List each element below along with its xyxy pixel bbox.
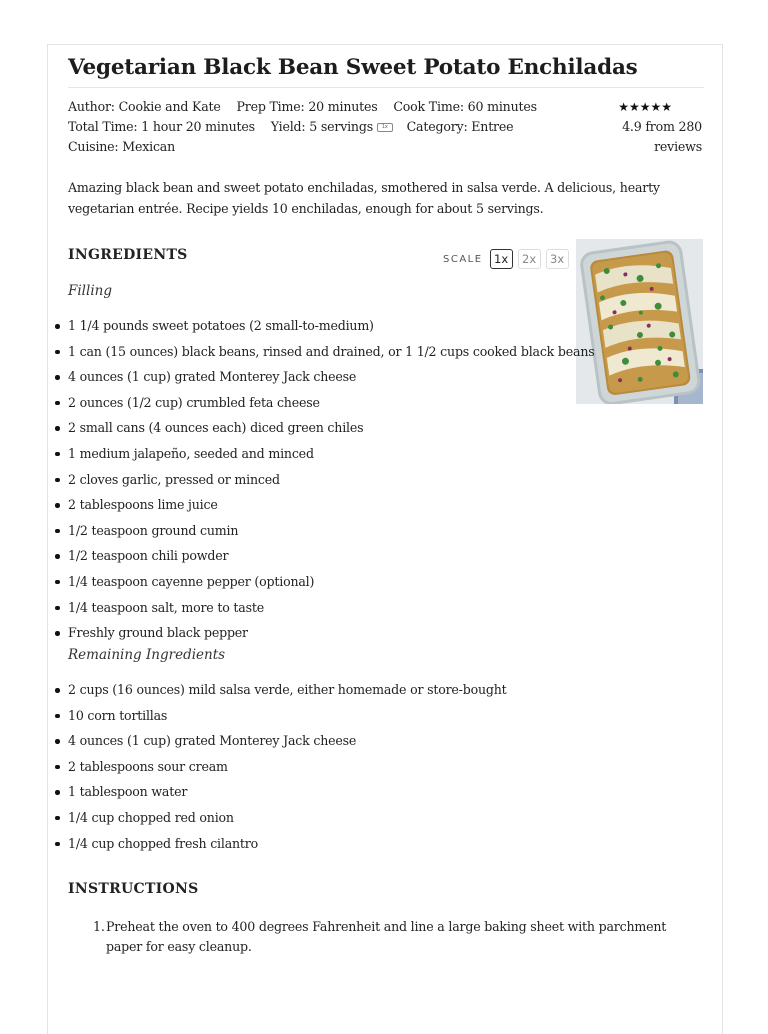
ingredient-item: 1 can (15 ounces) black beans, rinsed and drained, or 1 1/2 cups cooked black beans — [68, 343, 595, 369]
ingredient-group-title: Filling — [68, 283, 112, 299]
scale-control — [443, 249, 574, 269]
enchiladas-dish-image — [576, 239, 703, 404]
meta-total-time: Total Time: 1 hour 20 minutes — [68, 119, 255, 134]
ingredient-item: 1/4 cup chopped fresh cilantro — [68, 835, 507, 861]
ingredient-item: 1 medium jalapeño, seeded and minced — [68, 445, 595, 471]
ingredient-item: 2 tablespoons lime juice — [68, 496, 595, 522]
ingredient-item: 1/2 teaspoon ground cumin — [68, 522, 595, 548]
recipe-photo — [576, 239, 703, 404]
meta-yield: Yield: 5 servings — [270, 119, 373, 134]
recipe-summary: Amazing black bean and sweet potato enchiladas, smothered in salsa verde. A delicious, hearty vegetarian entrée. Recipe yields 10 enchiladas, enough for about 5 servings. — [68, 180, 660, 216]
ingredient-item: 1/4 cup chopped red onion — [68, 809, 507, 835]
ingredient-item: 1/4 teaspoon salt, more to taste — [68, 599, 595, 625]
meta-cook-time: Cook Time: 60 minutes — [393, 99, 537, 114]
ingredient-item: 2 cups (16 ounces) mild salsa verde, either homemade or store-bought — [68, 681, 507, 707]
ingredient-item: 1/4 teaspoon cayenne pepper (optional) — [68, 573, 595, 599]
ingredient-item: 4 ounces (1 cup) grated Monterey Jack cheese — [68, 368, 595, 394]
ingredient-item: 2 ounces (1/2 cup) crumbled feta cheese — [68, 394, 595, 420]
meta-author: Author: Cookie and Kate — [68, 99, 221, 114]
ingredient-item: 4 ounces (1 cup) grated Monterey Jack cheese — [68, 732, 507, 758]
instruction-list — [93, 917, 706, 957]
meta-cuisine: Cuisine: Mexican — [68, 139, 176, 154]
step-number: 1. — [93, 919, 105, 934]
ingredient-group-title: Remaining Ingredients — [68, 647, 226, 663]
ingredient-item: 2 tablespoons sour cream — [68, 758, 507, 784]
ingredient-item: 2 cloves garlic, pressed or minced — [68, 471, 595, 497]
recipe-title: Vegetarian Black Bean Sweet Potato Enchiladas — [68, 55, 704, 88]
recipe-card — [47, 44, 723, 1034]
ingredient-item: 10 corn tortillas — [68, 707, 507, 733]
ingredient-item: 2 small cans (4 ounces each) diced green chiles — [68, 419, 595, 445]
rating-text[interactable]: 4.9 from 280 reviews — [622, 119, 702, 154]
ingredient-list-remaining — [68, 681, 507, 860]
scale-label: SCALE — [443, 253, 483, 265]
instruction-step — [93, 917, 706, 957]
rating-stars[interactable]: ★★★★★ — [618, 100, 672, 114]
ingredient-item: 1/2 teaspoon chili powder — [68, 547, 595, 573]
recipe-rating[interactable] — [572, 97, 702, 157]
scale-1x-button[interactable]: 1x — [490, 249, 513, 269]
ingredient-item: 1 tablespoon water — [68, 783, 507, 809]
ingredient-list-filling — [68, 317, 595, 650]
yield-scale-chip[interactable]: 1x — [377, 123, 393, 132]
recipe-meta — [68, 97, 568, 157]
meta-category: Category: Entree — [406, 119, 514, 134]
meta-prep-time: Prep Time: 20 minutes — [236, 99, 378, 114]
instructions-heading: INSTRUCTIONS — [68, 881, 199, 897]
scale-3x-button[interactable]: 3x — [546, 249, 569, 269]
ingredients-heading: INGREDIENTS — [68, 247, 188, 263]
ingredient-item: 1 1/4 pounds sweet potatoes (2 small-to-medium) — [68, 317, 595, 343]
scale-2x-button[interactable]: 2x — [518, 249, 541, 269]
step-text: Preheat the oven to 400 degrees Fahrenheit and line a large baking sheet with parchment paper for easy cleanup. — [106, 919, 667, 954]
ingredient-item: Freshly ground black pepper — [68, 624, 595, 650]
